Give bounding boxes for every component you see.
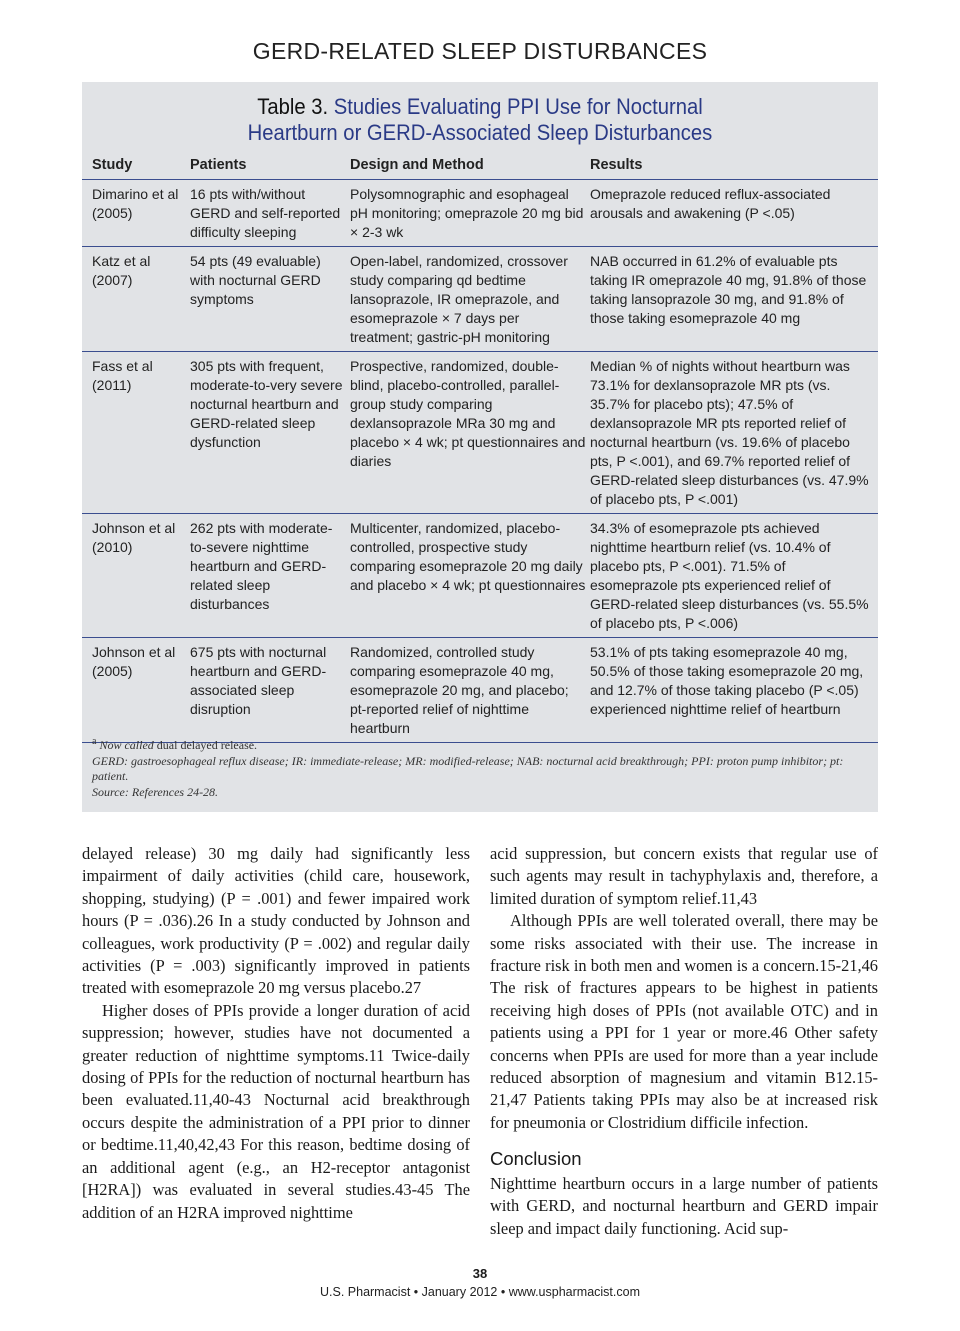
right-paragraph-3: Nighttime heartburn occurs in a large number of patients with GERD, and nocturnal heartburn and GERD impair sleep and impact daily functioning. Acid sup- [490, 1173, 878, 1238]
abbreviations-text: GERD: gastroesophageal reflux disease; IR: immediate-release; MR: modified-release; NAB: nocturnal acid breakthrough; PPI: proton pump inhibitor; pt: patient. [92, 753, 844, 783]
cell-results: 34.3% of esomeprazole pts achieved nighttime heartburn relief (vs. 10.4% of placebo pts, P <.001). 71.5% of esomeprazole pts experienced relief of GERD-related sleep disturbances (vs. 55.5% of placebo pts, P <.006) [590, 514, 878, 638]
table-title-line1: Studies Evaluating PPI Use for Nocturnal [333, 94, 703, 119]
conclusion-heading: Conclusion [490, 1148, 582, 1170]
cell-results: Omeprazole reduced reflux-associated arousals and awakening (P <.05) [590, 180, 878, 247]
source-text: Source: References 24-28. [92, 784, 219, 799]
right-paragraph-1: acid suppression, but concern exists that regular use of such agents may result in tachyphylaxis and, therefore, a limited duration of symptom relief.11,43 [490, 844, 878, 908]
header-design: Design and Method [350, 152, 590, 180]
left-paragraph-1: delayed release) 30 mg daily had significantly less impairment of daily activities (child care, housework, shopping, studying) (P = .001) and fewer impaired work hours (P = .036).26 In a study conducted by Johnson and colleagues, work productivity (P = .002) and regular daily activities (P = .003) significantly improved in patients treated with esomeprazole 20 mg versus placebo.27 [82, 844, 470, 998]
header-results: Results [590, 152, 878, 180]
table-number: Table 3. [257, 94, 329, 119]
cell-study: Katz et al (2007) [82, 247, 190, 352]
table-notes [92, 738, 862, 800]
table-header-row [82, 152, 878, 180]
studies-table [82, 152, 878, 743]
cell-design: Prospective, randomized, double-blind, placebo-controlled, parallel-group study comparing dexlansoprazole MRa 30 mg and placebo × 4 wk; pt questionnaires and diaries [350, 352, 590, 514]
cell-design: Open-label, randomized, crossover study comparing qd bedtime lansoprazole, IR omeprazole, and esomeprazole × 7 days per treatment; gastric-pH monitoring [350, 247, 590, 352]
table-row [82, 638, 878, 743]
footnote-a-marker: a [92, 736, 97, 747]
table-title-line2: Heartburn or GERD-Associated Sleep Disturbances [247, 120, 713, 145]
cell-study: Fass et al (2011) [82, 352, 190, 514]
cell-design: Multicenter, randomized, placebo-controlled, prospective study comparing esomeprazole 20 mg daily and placebo × 4 wk; pt questionnaires [350, 514, 590, 638]
cell-patients: 305 pts with frequent, moderate-to-very severe nocturnal heartburn and GERD-related sleep dysfunction [190, 352, 350, 514]
cell-patients: 675 pts with nocturnal heartburn and GERD-associated sleep disruption [190, 638, 350, 743]
cell-patients: 16 pts with/without GERD and self-reported difficulty sleeping [190, 180, 350, 247]
cell-results: Median % of nights without heartburn was 73.1% for dexlansoprazole MR pts (vs. 35.7% for placebo pts); 47.5% of dexlansoprazole MR pts reported relief of nocturnal heartburn (vs. 19.6% of placebo pts, P <.001), and 69.7% reported relief of GERD-related sleep disturbances (vs. 47.9% of placebo pts, P <.001) [590, 352, 878, 514]
cell-study: Johnson et al (2005) [82, 638, 190, 743]
abbreviations-note [92, 754, 862, 785]
header-study: Study [82, 152, 190, 180]
table-title [114, 82, 846, 146]
footnote-a [92, 738, 862, 754]
table-row [82, 180, 878, 247]
table-row [82, 247, 878, 352]
source-note [92, 785, 862, 801]
studies-table-box [82, 82, 878, 812]
right-paragraph-2: Although PPIs are well tolerated overall, there may be some risks associated with their use. The increase in fracture risk in both men and women is a concern.15-21,46 The risk of fractures appears to be highest in patients receiving high doses of PPIs (not available OTC) and in patients using a PPI for 1 year or more.46 Other safety concerns when PPIs are used for more than a year include reduced absorption of magnesium and vitamin B12.15-21,47 Patients taking PPIs may also be at increased risk for pneumonia or Clostridium difficile infection. [490, 911, 878, 1132]
cell-patients: 262 pts with moderate-to-severe nighttime heartburn and GERD-related sleep disturbances [190, 514, 350, 638]
table-row [82, 514, 878, 638]
right-column [490, 843, 878, 1240]
left-column [82, 843, 470, 1224]
page-number: 38 [472, 1266, 488, 1281]
cell-design: Polysomnographic and esophageal pH monitoring; omeprazole 20 mg bid × 2-3 wk [350, 180, 590, 247]
cell-patients: 54 pts (49 evaluable) with nocturnal GERD symptoms [190, 247, 350, 352]
left-paragraph-2: Higher doses of PPIs provide a longer duration of acid suppression; however, studies have not documented a greater reduction of nighttime symptoms.11 Twice-daily dosing of PPIs for the reduction of nocturnal heartburn has been evaluated.11,40-43 Nocturnal acid breakthrough occurs despite the administration of a PPI prior to dinner or bedtime.11,40,42,43 For this reason, bedtime dosing of an additional agent (e.g., an H2-receptor antagonist [H2RA]) was evaluated in several studies.43-45 The addition of an H2RA improved nighttime [82, 1000, 470, 1222]
footnote-a-italic: Now called [99, 738, 154, 752]
cell-study: Dimarino et al (2005) [82, 180, 190, 247]
cell-design: Randomized, controlled study comparing esomeprazole 40 mg, esomeprazole 20 mg, and placebo; pt-reported relief of nighttime heartburn [350, 638, 590, 743]
publication-line: U.S. Pharmacist • January 2012 • www.uspharmacist.com [320, 1285, 640, 1299]
table-row [82, 352, 878, 514]
footnote-a-rest: dual delayed release. [156, 738, 258, 752]
running-head: GERD-RELATED SLEEP DISTURBANCES [252, 38, 708, 64]
cell-study: Johnson et al (2010) [82, 514, 190, 638]
cell-results: 53.1% of pts taking esomeprazole 40 mg, 50.5% of those taking esomeprazole 20 mg, and 12.7% of those taking placebo (P <.05) experienced nighttime relief of heartburn [590, 638, 878, 743]
cell-results: NAB occurred in 61.2% of evaluable pts taking IR omeprazole 40 mg, 91.8% of those taking lansoprazole 30 mg, and 91.8% of those taking esomeprazole 40 mg [590, 247, 878, 352]
header-patients: Patients [190, 152, 350, 180]
